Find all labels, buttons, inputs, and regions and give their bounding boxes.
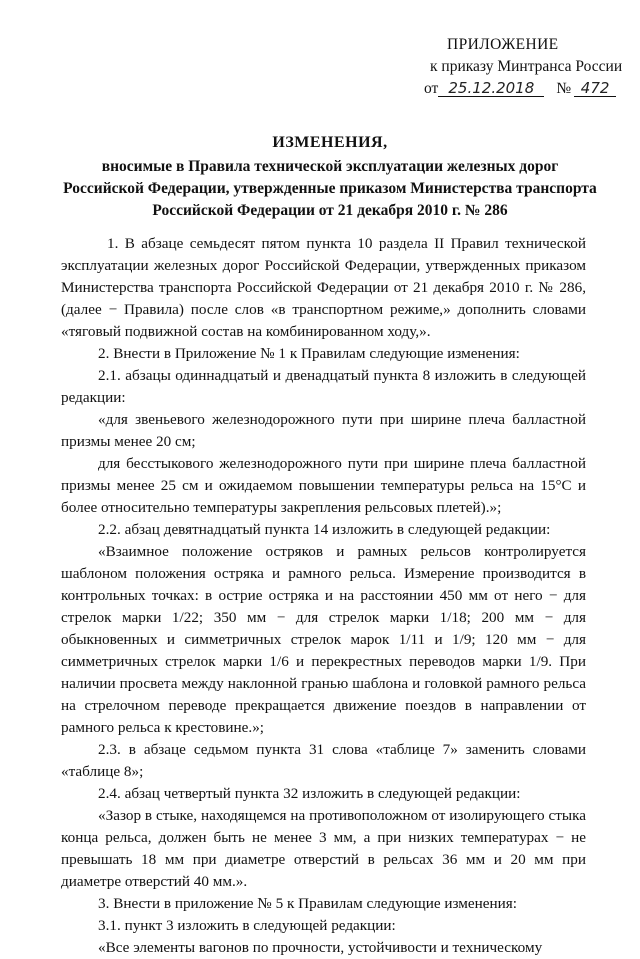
title-subtitle: вносимые в Правила технической эксплуатации железных дорог Российской Федерации, утвержденные приказом Министерства транспорта Российской Федерации от 21 декабря 2010 г. № 286 xyxy=(63,158,597,219)
paragraph: 2.2. абзац девятнадцатый пункта 14 изложить в следующей редакции: xyxy=(98,521,551,538)
handwritten-number: 472 xyxy=(574,80,616,97)
paragraph: «Все элементы вагонов по прочности, устойчивости и техническому xyxy=(98,939,543,956)
paragraph: «Зазор в стыке, находящемся на противоположном от изолирующего стыка конца рельса, должен быть не менее 3 мм, а при низких температурах − не превышать 18 мм при диаметре отверстий в рельсах 36 мм и 20 мм при диаметре отверстий 40 мм.». xyxy=(61,807,586,890)
title-main: ИЗМЕНЕНИЯ, xyxy=(272,134,388,151)
attachment-date-row xyxy=(424,80,616,98)
paragraph: «для звеньевого железнодорожного пути при ширине плеча балластной призмы менее 20 см; xyxy=(61,411,586,450)
paragraph: 1. В абзаце семьдесят пятом пункта 10 раздела II Правил технической эксплуатации железных дорог Российской Федерации, утвержденных приказом Министерства транспорта Российской Федерации от 21 декабря 2010 г. № 286, (далее − Правила) после слов «в транспортном режиме,» дополнить словами «тяговый подвижной состав на комбинированном ходу,». xyxy=(61,235,586,340)
paragraph: 2.4. абзац четвертый пункта 32 изложить в следующей редакции: xyxy=(98,785,521,802)
number-prefix: № xyxy=(556,80,572,97)
paragraph: «Взаимное положение остряков и рамных рельсов контролируется шаблоном положения остряка и рамного рельса. Измерение производится в контрольных точках: в острие остряка и на расстоянии 450 мм от него − для стрелок марки 1/22; 350 мм − для стрелок марки 1/18; 200 мм − для обыкновенных и симметричных стрелок марок 1/11 и 1/9; 120 мм − для симметричных стрелок марки 1/6 и перекрестных переводов марки 1/9. При наличии просвета между наклонной гранью шаблона и головкой рамного рельса на стрелочном переводе прекращается движение поездов в направлении от рамного рельса к крестовине.»; xyxy=(61,543,586,736)
handwritten-date: 25.12.2018 xyxy=(438,80,544,97)
attachment-order-line: к приказу Минтранса России xyxy=(430,58,623,75)
paragraph: 3.1. пункт 3 изложить в следующей редакции: xyxy=(98,917,396,934)
paragraph: для бесстыкового железнодорожного пути при ширине плеча балластной призмы менее 25 см и ожидаемом повышении температуры рельса на 15°С и более относительно температуры закрепления рельсовых плетей).»; xyxy=(61,455,586,516)
document-body xyxy=(61,233,586,959)
date-prefix: от xyxy=(424,80,439,97)
paragraph: 2.1. абзацы одиннадцатый и двенадцатый пункта 8 изложить в следующей редакции: xyxy=(61,367,586,406)
paragraph: 2. Внести в Приложение № 1 к Правилам следующие изменения: xyxy=(98,345,520,362)
paragraph: 3. Внести в приложение № 5 к Правилам следующие изменения: xyxy=(98,895,517,912)
attachment-title: ПРИЛОЖЕНИЕ xyxy=(447,36,559,53)
document-title xyxy=(60,134,600,222)
paragraph: 2.3. в абзаце седьмом пункта 31 слова «таблице 7» заменить словами «таблице 8»; xyxy=(61,741,586,780)
